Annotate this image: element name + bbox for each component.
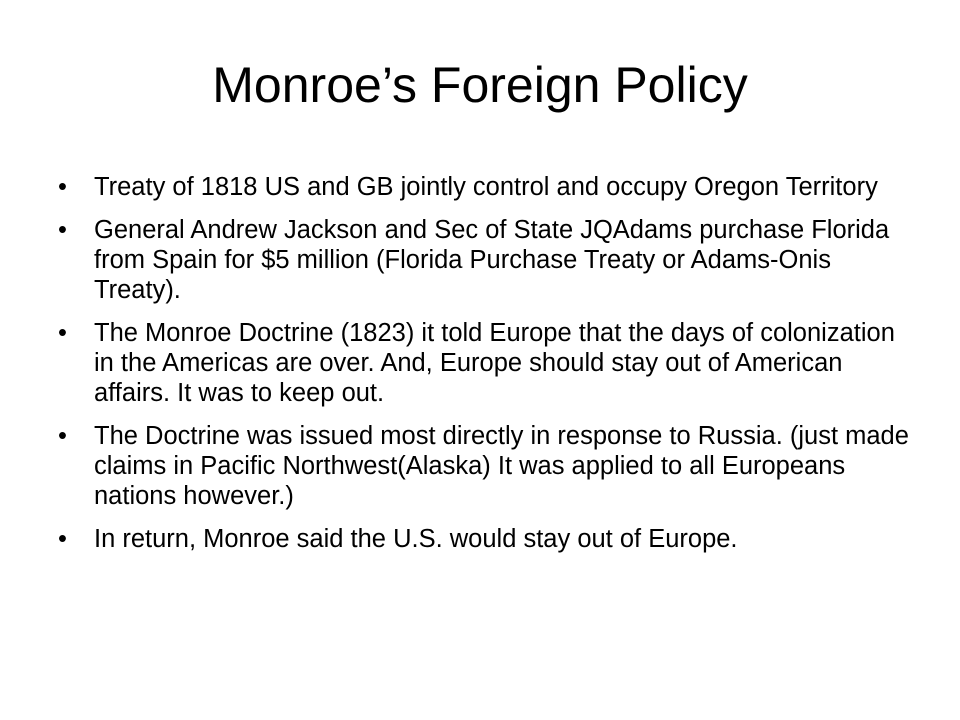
bullet-dot-icon: •	[58, 525, 67, 553]
bullet-text: General Andrew Jackson and Sec of State JQAdams purchase Florida from Spain for $5 million (Florida Purchase Treaty or Adams-Onis Treaty).	[94, 216, 890, 304]
bullet-text: In return, Monroe said the U.S. would stay out of Europe.	[94, 525, 738, 553]
bullet-text: The Monroe Doctrine (1823) it told Europe that the days of colonization in the Americas are over. And, Europe should stay out of American affairs. It was to keep out.	[94, 319, 895, 407]
bullet-item	[58, 318, 918, 408]
bullet-dot-icon: •	[58, 422, 67, 450]
bullet-item	[58, 172, 918, 202]
bullet-text: Treaty of 1818 US and GB jointly control and occupy Oregon Territory	[94, 173, 878, 201]
slide-title: Monroe’s Foreign Policy	[212, 57, 748, 113]
bullet-item	[58, 215, 918, 305]
bullet-dot-icon: •	[58, 319, 67, 347]
bullet-item	[58, 524, 918, 554]
bullet-dot-icon: •	[58, 173, 67, 201]
bullet-text: The Doctrine was issued most directly in response to Russia. (just made claims in Pacific Northwest(Alaska) It was applied to all Europeans nations however.)	[94, 422, 909, 510]
bullet-item	[58, 421, 918, 511]
bullet-dot-icon: •	[58, 216, 67, 244]
bullet-list	[58, 172, 918, 567]
